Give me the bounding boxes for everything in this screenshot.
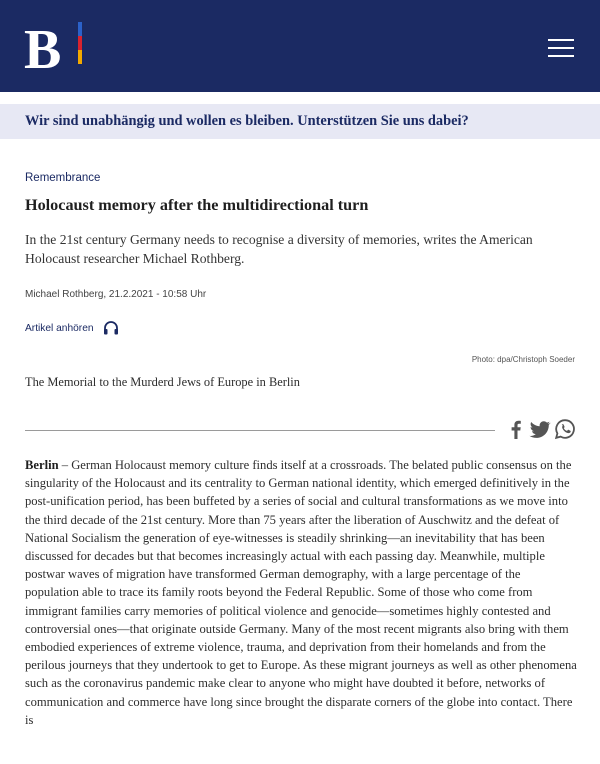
flag-stripe-red	[78, 36, 82, 50]
flag-stripe-blue	[78, 22, 82, 36]
article-kicker[interactable]: Remembrance	[25, 172, 101, 184]
site-header	[0, 0, 600, 92]
body-location: Berlin	[25, 458, 59, 472]
listen-label: Artikel anhören	[25, 322, 94, 334]
menu-icon-bar	[548, 39, 574, 41]
menu-button[interactable]	[546, 37, 576, 59]
listen-button[interactable]	[25, 321, 119, 335]
flag-stripe-gold	[78, 50, 82, 64]
header-gap	[0, 92, 600, 104]
article-title: Holocaust memory after the multidirectional turn	[25, 196, 369, 214]
facebook-icon[interactable]	[505, 418, 527, 440]
twitter-icon[interactable]	[529, 418, 551, 440]
logo-letter: B	[24, 19, 62, 76]
support-banner	[0, 104, 600, 139]
article-lead: In the 21st century Germany needs to recognise a diversity of memories, writes the American Holocaust researcher Michael Rothberg.	[25, 232, 533, 266]
support-banner-link[interactable]: Wir sind unabhängig und wollen es bleiben. Unterstützen Sie uns dabei?	[25, 113, 469, 129]
headphones-icon	[103, 321, 119, 335]
menu-icon-bar	[548, 55, 574, 57]
article-body	[25, 456, 577, 729]
logo[interactable]	[22, 16, 92, 76]
body-text: – German Holocaust memory culture finds itself at a crossroads. The belated public consensus on the singularity of the Holocaust and its centrality to German national identity, which emerged definitively in the post-unification period, has been buffeted by a series of social and cultural transformations as we move into the third decade of the 21st century. More than 75 years after the liberation of Auschwitz and the defeat of National Socialism the generation of eye-witnesses is steadily shrinking—an inevitability that has been discussed for decades but that becomes increasingly actual with each passing day. Meanwhile, multiple postwar waves of migration have transformed German demography, with a large percentage of the population able to trace its family roots beyond the Federal Republic. Some of those who come from immigrant families carry memories of political violence and genocide—sometimes highly contested and controversial ones—that originate outside Germany. Many of the most recent migrants also bring with them embodied experiences of extreme violence, trauma, and deprivation from their homelands and from the perilous journeys that they undertook to get to Europe. As these migrant journeys as well as other phenomena such as the coronavirus pandemic make clear to anyone who might have doubted it before, networks of communication and commerce have long since brought the disparate corners of the globe into contact. There is	[25, 458, 577, 727]
whatsapp-icon[interactable]	[554, 418, 576, 440]
menu-icon-bar	[548, 47, 574, 49]
share-divider	[25, 430, 495, 431]
photo-credit: Photo: dpa/Christoph Soeder	[471, 355, 575, 364]
article-byline: Michael Rothberg, 21.2.2021 - 10:58 Uhr	[25, 289, 207, 300]
photo-caption: The Memorial to the Murderd Jews of Europe in Berlin	[25, 375, 300, 389]
